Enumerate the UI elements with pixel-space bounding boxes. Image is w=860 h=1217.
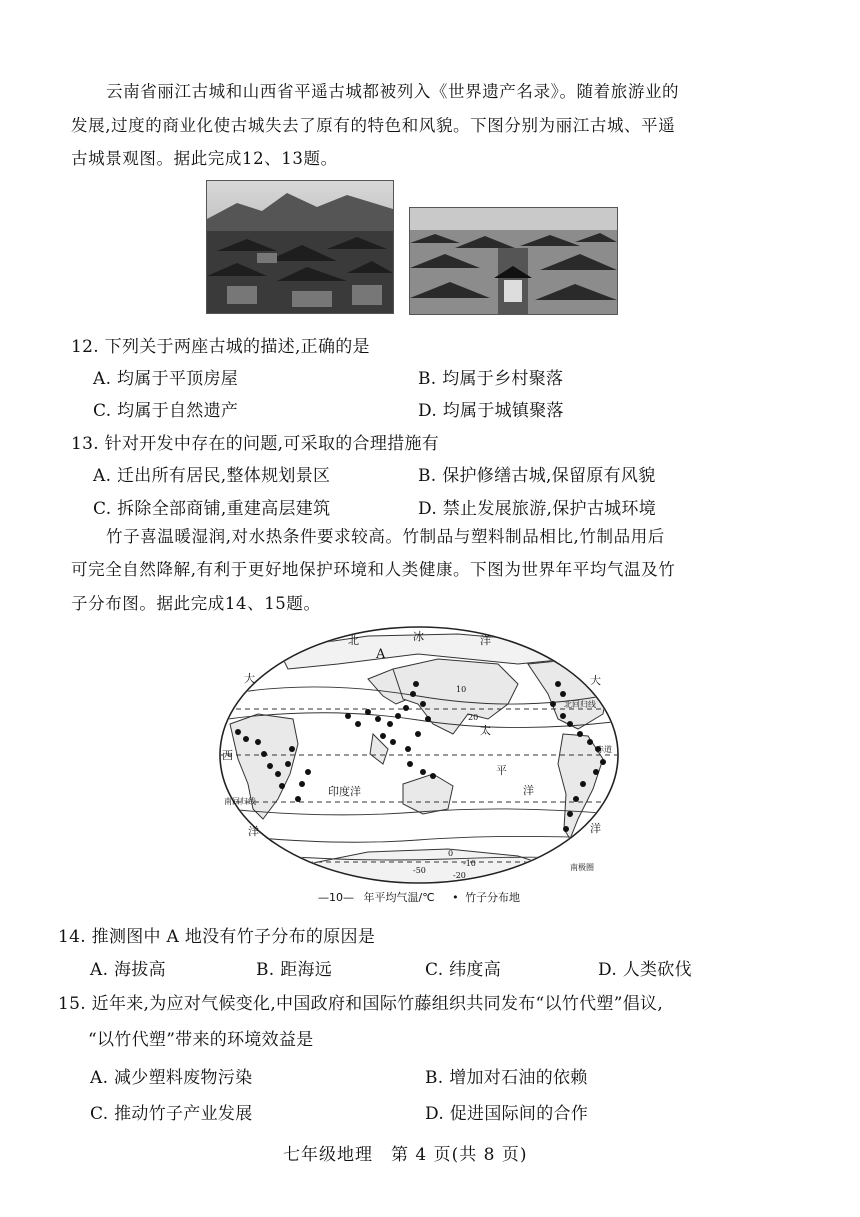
map-label-indian-ocean: 印度洋: [328, 785, 361, 798]
map-label-tropic-south: 南回归线: [224, 797, 256, 806]
intro2-line3: 子分布图。据此完成14、15题。: [71, 594, 321, 613]
map-legend: [318, 889, 520, 905]
map-label-yang-north: 洋: [480, 634, 491, 647]
q12-option-d[interactable]: D. 均属于城镇聚落: [418, 401, 564, 421]
map-label-da-left: 大: [244, 672, 255, 685]
map-iso-m50: -50: [413, 866, 426, 875]
q14-stem: 14. 推测图中 A 地没有竹子分布的原因是: [58, 927, 376, 947]
map-label-tai: 太: [480, 724, 491, 737]
q12-stem: 12. 下列关于两座古城的描述,正确的是: [71, 337, 370, 357]
q15-option-d[interactable]: D. 促进国际间的合作: [425, 1104, 589, 1124]
q14-option-a[interactable]: A. 海拔高: [90, 960, 166, 980]
map-iso-m20: -20: [453, 871, 466, 880]
q15-option-b[interactable]: B. 增加对石油的依赖: [425, 1068, 588, 1088]
map-label-tropic-north: 北回归线: [564, 700, 596, 709]
map-label-ping: 平: [496, 764, 507, 777]
world-temperature-bamboo-map: [218, 624, 620, 886]
q13-option-d[interactable]: D. 禁止发展旅游,保护古城环境: [418, 499, 657, 519]
q15-stem-line1: 15. 近年来,为应对气候变化,中国政府和国际竹藤组织共同发布“以竹代塑”倡议,: [58, 994, 664, 1014]
q15-option-c[interactable]: C. 推动竹子产业发展: [90, 1104, 253, 1124]
q13-option-a[interactable]: A. 迁出所有居民,整体规划景区: [93, 466, 331, 486]
q14-option-c[interactable]: C. 纬度高: [425, 960, 502, 980]
map-iso-m10: -10: [463, 859, 476, 868]
q13-option-c[interactable]: C. 拆除全部商铺,重建高层建筑: [93, 499, 331, 519]
map-label-yang-right: 洋: [523, 784, 534, 797]
page-footer: 七年级地理 第 4 页(共 8 页): [283, 1145, 528, 1165]
map-iso-0: 0: [448, 849, 454, 858]
pingyao-photo: [409, 207, 618, 315]
intro1-line3: 古城景观图。据此完成12、13题。: [71, 149, 338, 168]
map-iso-20: 20: [468, 713, 479, 722]
intro2-line1: 竹子喜温暖湿润,对水热条件要求较高。竹制品与塑料制品相比,竹制品用后: [106, 527, 665, 546]
intro1-line1: 云南省丽江古城和山西省平遥古城都被列入《世界遗产名录》。随着旅游业的: [106, 82, 680, 101]
q14-option-d[interactable]: D. 人类砍伐: [598, 960, 692, 980]
q13-option-b[interactable]: B. 保护修缮古城,保留原有风貌: [418, 466, 656, 486]
legend-isotherm-label: 年平均气温/℃: [363, 891, 435, 904]
map-label-da-right: 大: [590, 674, 601, 687]
map-iso-10: 10: [456, 685, 467, 694]
map-label-xi: 西: [222, 749, 233, 762]
q13-stem: 13. 针对开发中存在的问题,可采取的合理措施有: [71, 434, 440, 454]
q12-option-c[interactable]: C. 均属于自然遗产: [93, 401, 239, 421]
map-label-bing: 冰: [413, 630, 424, 643]
map-label-a: A: [376, 647, 386, 662]
q12-option-b[interactable]: B. 均属于乡村聚落: [418, 369, 564, 389]
legend-isotherm-sample: —10—: [318, 891, 354, 904]
intro2-line2: 可完全自然降解,有利于更好地保护环境和人类健康。下图为世界年平均气温及竹: [71, 560, 676, 579]
q14-option-b[interactable]: B. 距海远: [256, 960, 333, 980]
map-label-yang-left: 洋: [248, 825, 259, 838]
legend-dot-label: 竹子分布地: [465, 891, 521, 904]
map-label-equator: 赤道: [596, 745, 612, 754]
lijiang-photo: [206, 180, 394, 314]
intro1-line2: 发展,过度的商业化使古城失去了原有的特色和风貌。下图分别为丽江古城、平遥: [71, 116, 676, 135]
q15-option-a[interactable]: A. 减少塑料废物污染: [90, 1068, 253, 1088]
map-label-yang-far-right: 洋: [590, 822, 601, 835]
legend-dot-icon: •: [452, 891, 459, 904]
map-label-polar-south: 南极圈: [570, 863, 594, 872]
q12-option-a[interactable]: A. 均属于平顶房屋: [93, 369, 239, 389]
q15-stem-line2: “以竹代塑”带来的环境效益是: [88, 1030, 314, 1050]
map-label-bei: 北: [348, 634, 359, 647]
